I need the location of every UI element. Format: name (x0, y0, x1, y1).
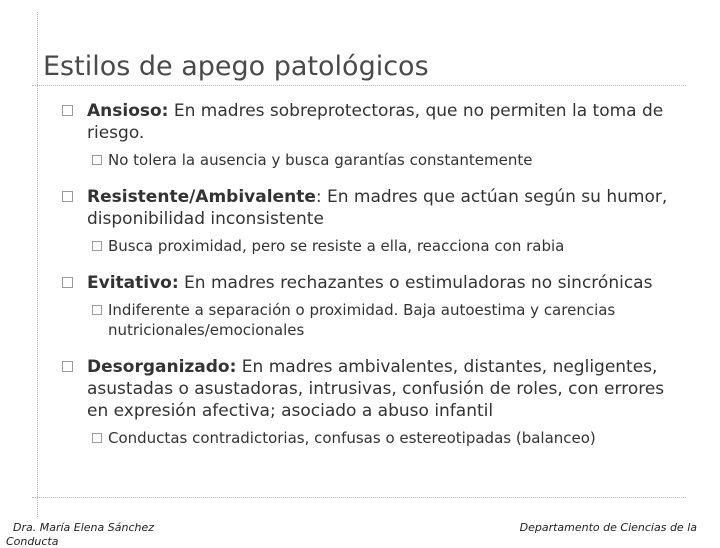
square-bullet-icon (92, 433, 102, 443)
bullet-label: Desorganizado: (87, 357, 237, 377)
footer-rule (32, 497, 686, 498)
bullet-text: En madres sobreprotectoras, que no permiten la toma de riesgo. (87, 101, 664, 143)
bullet-evitativo (62, 272, 672, 294)
sub-bullet-evitativo (92, 300, 672, 340)
bullet-resistente (62, 186, 672, 230)
footer-department: Departamento de Ciencias de la (519, 521, 697, 534)
footer-author: Dra. María Elena Sánchez (13, 521, 155, 534)
sub-bullet-ansioso (92, 150, 672, 170)
bullet-ansioso (62, 100, 672, 144)
square-bullet-icon (62, 361, 73, 372)
square-bullet-icon (62, 105, 73, 116)
square-bullet-icon (62, 277, 73, 288)
footer-cut-text: Conducta (6, 535, 59, 548)
title-underline (32, 85, 686, 86)
left-vertical-rule (37, 12, 38, 517)
square-bullet-icon (92, 305, 102, 315)
slide-title: Estilos de apego patológicos (43, 51, 429, 82)
bullet-label: Ansioso: (87, 101, 169, 121)
sub-bullet-text: Busca proximidad, pero se resiste a ella, reacciona con rabia (108, 237, 565, 255)
sub-bullet-text: Indiferente a separación o proximidad. Baja autoestima y carencias nutricionales/emocionales (108, 301, 616, 339)
bullet-desorganizado (62, 356, 672, 422)
bullet-label: Resistente/Ambivalente (87, 187, 316, 207)
square-bullet-icon (92, 155, 102, 165)
bullet-text: : En madres que actúan según su humor, disponibilidad inconsistente (87, 187, 668, 229)
sub-bullet-text: Conductas contradictorias, confusas o estereotipadas (balanceo) (108, 429, 596, 447)
sub-bullet-resistente (92, 236, 672, 256)
sub-bullet-desorganizado (92, 428, 672, 448)
square-bullet-icon (62, 191, 73, 202)
square-bullet-icon (92, 241, 102, 251)
sub-bullet-text: No tolera la ausencia y busca garantías constantemente (108, 151, 533, 169)
bullet-list (62, 100, 672, 448)
bullet-label: Evitativo: (87, 273, 179, 293)
bullet-text: En madres rechazantes o estimuladoras no sincrónicas (178, 273, 653, 293)
bullet-text: En madres ambivalentes, distantes, negligentes, asustadas o asustadoras, intrusivas, confusión de roles, con errores en expresión afectiva; asociado a abuso infantil (87, 357, 665, 421)
